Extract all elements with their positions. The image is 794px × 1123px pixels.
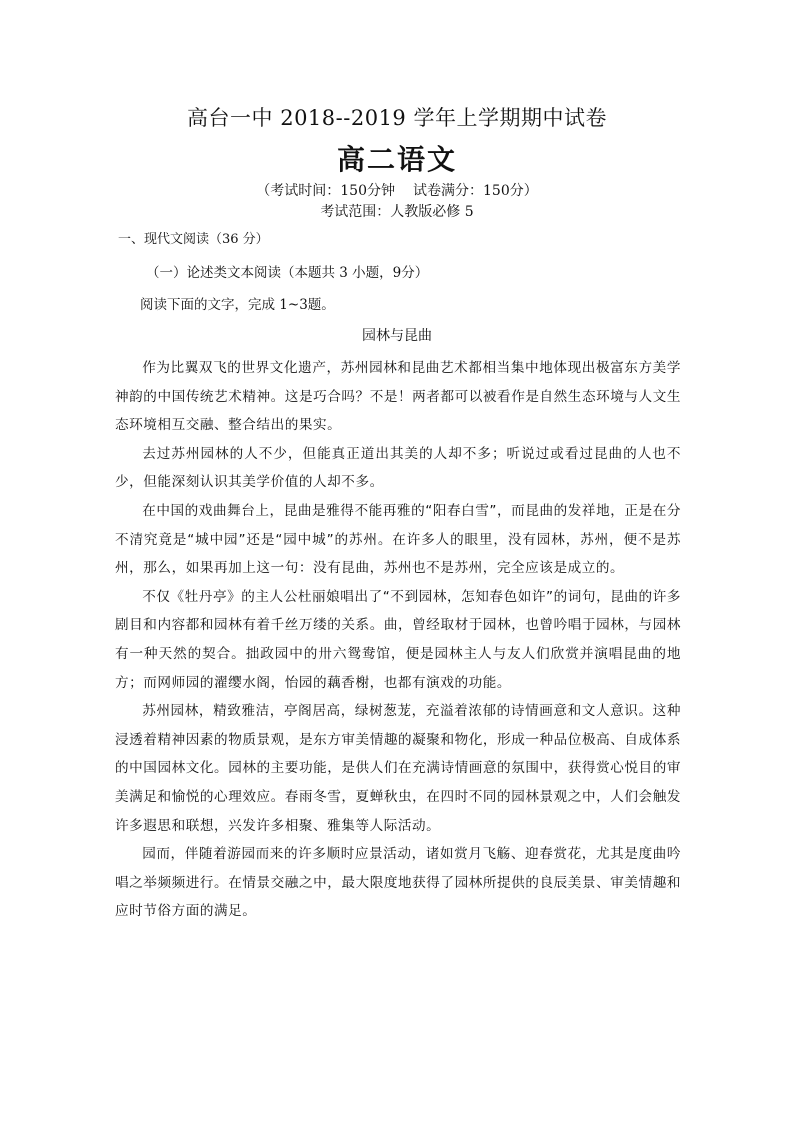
article-paragraph: 苏州园林，精致雅洁，亭阁居高，绿树葱茏，充溢着浓郁的诗情画意和文人意识。这种浸透着精神因素的物质景观，是东方审美情趣的凝聚和物化，形成一种品位极高、自成体系的中国园林文化。园林的主要功能，是供人们在充满诗情画意的氛围中，获得赏心悦目的审美满足和愉悦的心理效应。春雨冬雪，夏蝉秋虫，在四时不同的园林景观之中，人们会触发许多遐思和联想，兴发许多相聚、雅集等人际活动。 — [115, 703, 681, 834]
article-paragraph: 不仅《牡丹亭》的主人公杜丽娘唱出了“不到园林，怎知春色如许”的词句，昆曲的许多剧目和内容都和园林有着千丝万缕的关系。曲，曾经取材于园林，也曾吟唱于园林，与园林有一种天然的契合。拙政园中的卅六鸳鸯馆，便是园林主人与友人们欣赏并演唱昆曲的地方；而网师园的濯缨水阁，怡园的藕香榭，也都有演戏的功能。 — [115, 588, 681, 691]
article-paragraph: 在中国的戏曲舞台上，昆曲是雅得不能再雅的“阳春白雪”，而昆曲的发祥地，正是在分不清究竟是“城中园”还是“园中城”的苏州。在许多人的眼里，没有园林，苏州，便不是苏州，那么，如果再加上这一句：没有昆曲，苏州也不是苏州，完全应该是成立的。 — [115, 502, 681, 577]
full-score: 试卷满分：150分） — [413, 183, 538, 199]
section-heading: 一、现代文阅读（36 分） — [118, 232, 269, 247]
exam-scope: 考试范围：人教版必修 5 — [320, 204, 474, 220]
article-paragraph: 作为比翼双飞的世界文化遗产，苏州园林和昆曲艺术都相当集中地体现出极富东方美学神韵的中国传统艺术精神。这是巧合吗？不是！两者都可以被看作是自然生态环境与人文生态环境相互交融、整合结出的果实。 — [115, 360, 681, 434]
article-paragraph: 园而，伴随着游园而来的许多顺时应景活动，诸如赏月飞觞、迎春赏花，尤其是度曲吟唱之举频频进行。在情景交融之中，最大限度地获得了园林所提供的良辰美景、审美情趣和应时节俗方面的满足。 — [115, 846, 681, 920]
subject-title: 高二语文 — [336, 143, 457, 176]
exam-time-line — [0, 180, 794, 200]
reading-instruction: 阅读下面的文字，完成 1~3题。 — [140, 297, 335, 313]
exam-title: 高台一中 2018--2019 学年上学期期中试卷 — [187, 106, 607, 130]
exam-time: （考试时间：150分钟 — [256, 183, 395, 199]
subsection-heading: （一）论述类文本阅读（本题共 3 小题，9分） — [146, 265, 429, 281]
article-title: 园林与昆曲 — [362, 328, 432, 344]
article-body — [115, 354, 681, 926]
article-paragraph: 去过苏州园林的人不少，但能真正道出其美的人却不多；听说过或看过昆曲的人也不少，但能深刻认识其美学价值的人却不多。 — [115, 445, 681, 491]
